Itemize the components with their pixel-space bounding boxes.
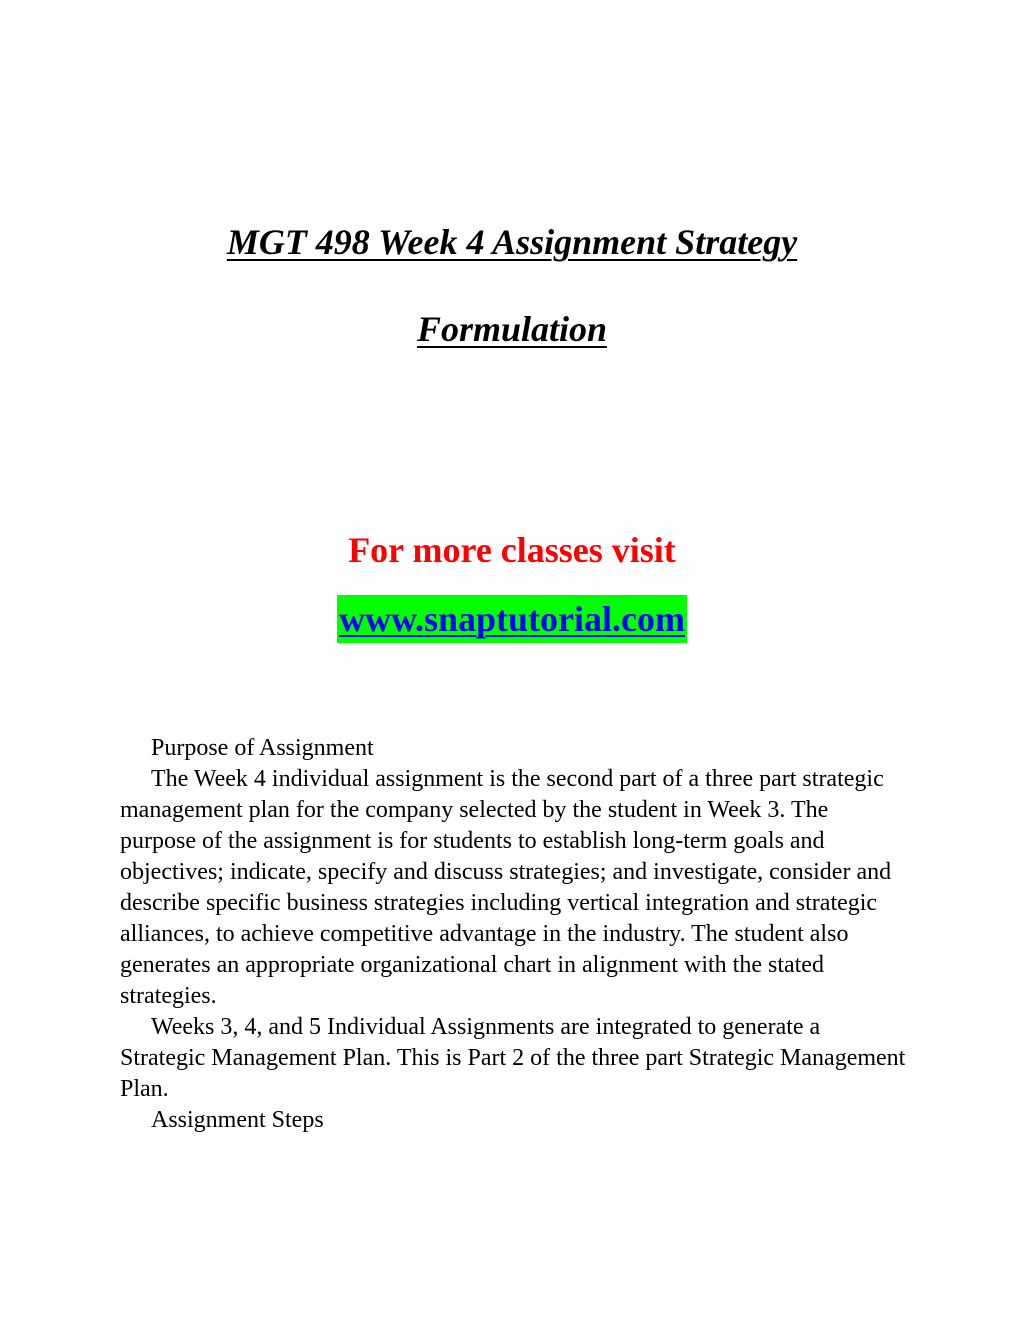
body-paragraph-integration: Weeks 3, 4, and 5 Individual Assignments are integrated to generate a Strategic Management Plan. This is Part 2 of the three part Strategic Management Plan.	[120, 1014, 906, 1102]
promo-link-container	[0, 595, 1024, 643]
snaptutorial-link[interactable]: www.snaptutorial.com	[337, 595, 687, 643]
assignment-body	[120, 733, 910, 1136]
document-title-line-2: Formulation	[416, 309, 608, 349]
promo-heading: For more classes visit	[348, 530, 676, 570]
body-paragraph-purpose: The Week 4 individual assignment is the second part of a three part strategic management plan for the company selected by the student in Week 3. The purpose of the assignment is for students to establish long-term goals and objectives; indicate, specify and discuss strategies; and investigate, consider and describe specific business strategies including vertical integration and strategic alliances, to achieve competitive advantage in the industry. The student also generates an appropriate organizational chart in alignment with the stated strategies.	[120, 766, 892, 1009]
document-title-line-1: MGT 498 Week 4 Assignment Strategy	[226, 222, 798, 262]
body-paragraph-purpose-heading: Purpose of Assignment	[151, 735, 374, 761]
body-paragraph-steps-heading: Assignment Steps	[151, 1107, 324, 1133]
